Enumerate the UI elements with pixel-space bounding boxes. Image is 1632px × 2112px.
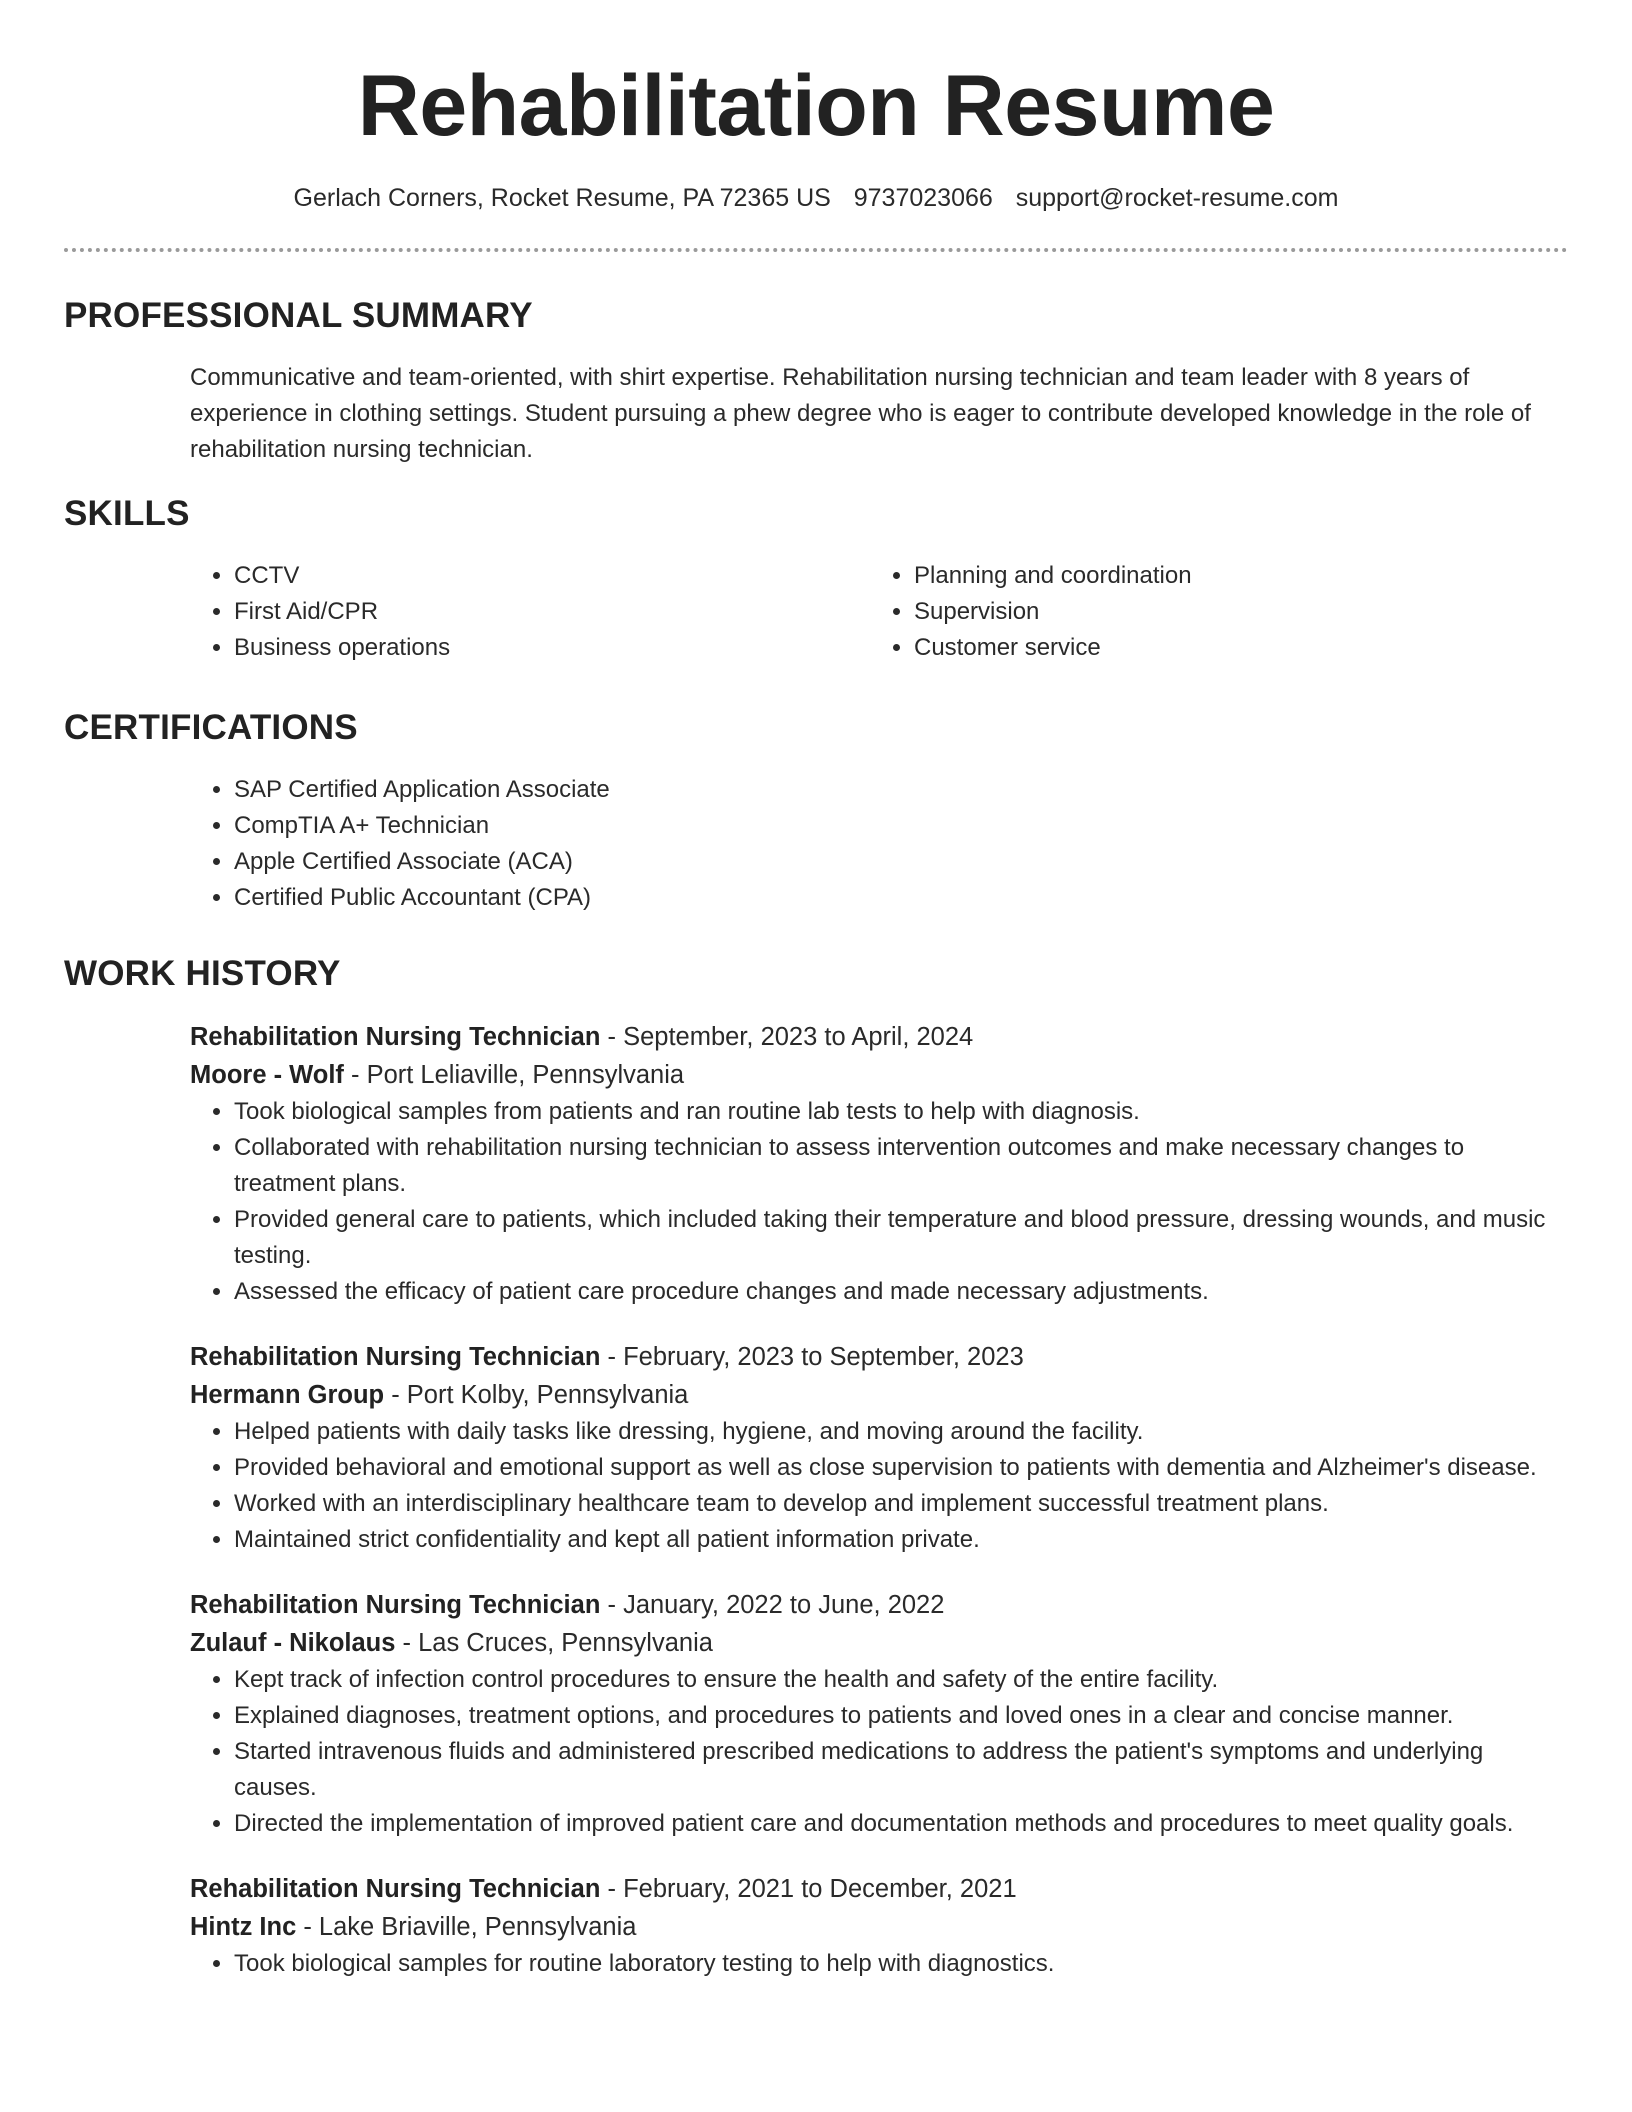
job-bullet: • Worked with an interdisciplinary healthcare team to develop and implement successful treatment plans. — [234, 1486, 1568, 1522]
job-company: Moore - Wolf — [190, 1061, 344, 1089]
skills-heading: SKILLS — [64, 494, 190, 533]
job-dates: - January, 2022 to June, 2022 — [600, 1591, 945, 1619]
job-bullets — [190, 1414, 1568, 1558]
job-location: - Las Cruces, Pennsylvania — [395, 1629, 713, 1657]
job-location: - Port Leliaville, Pennsylvania — [343, 1061, 685, 1089]
job-bullet: • Explained diagnoses, treatment options, and procedures to patients and loved ones in a clear and concise manner. — [234, 1698, 1568, 1734]
job-entry — [190, 1870, 1568, 1982]
skills-section — [64, 494, 1568, 666]
job-title-line — [190, 1870, 1568, 1908]
skill-item: • CCTV — [234, 558, 870, 594]
job-role: Rehabilitation Nursing Technician — [190, 1591, 601, 1619]
certifications-list — [190, 772, 1568, 916]
job-title-line — [190, 1018, 1568, 1056]
skills-list — [190, 558, 1568, 666]
job-bullets — [190, 1946, 1568, 1982]
summary-text: Communicative and team-oriented, with shirt expertise. Rehabilitation nursing technician and team leader with 8 years of experience in clothing settings. Student pursuing a phew degree who is eager to contribute developed knowledge in the role of rehabilitation nursing technician. — [190, 364, 1531, 463]
summary-section — [64, 296, 1568, 468]
job-bullets — [190, 1094, 1568, 1310]
contact-address: Gerlach Corners, Rocket Resume, PA 72365 US — [293, 184, 831, 212]
job-bullet: • Took biological samples for routine laboratory testing to help with diagnostics. — [234, 1946, 1568, 1982]
certification-item: • Certified Public Accountant (CPA) — [234, 880, 1568, 916]
job-bullet: • Directed the implementation of improved patient care and documentation methods and procedures to meet quality goals. — [234, 1806, 1568, 1842]
skill-item: • Business operations — [234, 630, 870, 666]
job-bullet: • Kept track of infection control procedures to ensure the health and safety of the entire facility. — [234, 1662, 1568, 1698]
job-company-line — [190, 1908, 1568, 1946]
job-dates: - February, 2023 to September, 2023 — [600, 1343, 1024, 1371]
skills-column-right — [870, 558, 1550, 666]
skill-item: • Supervision — [914, 594, 1550, 630]
job-bullet: • Collaborated with rehabilitation nursing technician to assess intervention outcomes and make necessary changes to treatment plans. — [234, 1130, 1568, 1202]
job-bullet: • Maintained strict confidentiality and kept all patient information private. — [234, 1522, 1568, 1558]
job-company: Zulauf - Nikolaus — [190, 1629, 396, 1657]
contact-email: support@rocket-resume.com — [1015, 184, 1339, 212]
job-role: Rehabilitation Nursing Technician — [190, 1875, 601, 1903]
work-history-section — [64, 954, 1568, 1982]
skill-item: • Customer service — [914, 630, 1550, 666]
job-company: Hintz Inc — [190, 1913, 297, 1941]
job-dates: - September, 2023 to April, 2024 — [600, 1023, 974, 1051]
job-title-line — [190, 1338, 1568, 1376]
contact-phone: 9737023066 — [853, 184, 993, 212]
header-divider — [64, 248, 1568, 252]
job-title-line — [190, 1586, 1568, 1624]
job-bullet: • Assessed the efficacy of patient care procedure changes and made necessary adjustments. — [234, 1274, 1568, 1310]
skill-item: • Planning and coordination — [914, 558, 1550, 594]
job-company-line — [190, 1624, 1568, 1662]
job-bullet: • Provided general care to patients, which included taking their temperature and blood pressure, dressing wounds, and music testing. — [234, 1202, 1568, 1274]
job-dates: - February, 2021 to December, 2021 — [600, 1875, 1017, 1903]
job-role: Rehabilitation Nursing Technician — [190, 1343, 601, 1371]
job-company: Hermann Group — [190, 1381, 385, 1409]
certifications-heading: CERTIFICATIONS — [64, 708, 358, 747]
resume-title: Rehabilitation Resume — [357, 58, 1275, 154]
job-bullet: • Helped patients with daily tasks like dressing, hygiene, and moving around the facility. — [234, 1414, 1568, 1450]
job-location: - Port Kolby, Pennsylvania — [384, 1381, 689, 1409]
job-company-line — [190, 1376, 1568, 1414]
summary-heading: PROFESSIONAL SUMMARY — [64, 296, 533, 335]
job-entry — [190, 1586, 1568, 1842]
job-location: - Lake Briaville, Pennsylvania — [296, 1913, 637, 1941]
certification-item: • SAP Certified Application Associate — [234, 772, 1568, 808]
job-bullet: • Provided behavioral and emotional support as well as close supervision to patients with dementia and Alzheimer's disease. — [234, 1450, 1568, 1486]
job-role: Rehabilitation Nursing Technician — [190, 1023, 601, 1051]
job-bullet: • Started intravenous fluids and administered prescribed medications to address the patient's symptoms and underlying causes. — [234, 1734, 1568, 1806]
job-entry — [190, 1338, 1568, 1558]
job-bullet: • Took biological samples from patients and ran routine lab tests to help with diagnosis. — [234, 1094, 1568, 1130]
job-entry — [190, 1018, 1568, 1310]
certification-item: • Apple Certified Associate (ACA) — [234, 844, 1568, 880]
certification-item: • CompTIA A+ Technician — [234, 808, 1568, 844]
certifications-section — [64, 708, 1568, 916]
skills-column-left — [190, 558, 870, 666]
work-history-heading: WORK HISTORY — [64, 954, 341, 993]
job-bullets — [190, 1662, 1568, 1842]
contact-line — [64, 182, 1568, 214]
skill-item: • First Aid/CPR — [234, 594, 870, 630]
job-company-line — [190, 1056, 1568, 1094]
